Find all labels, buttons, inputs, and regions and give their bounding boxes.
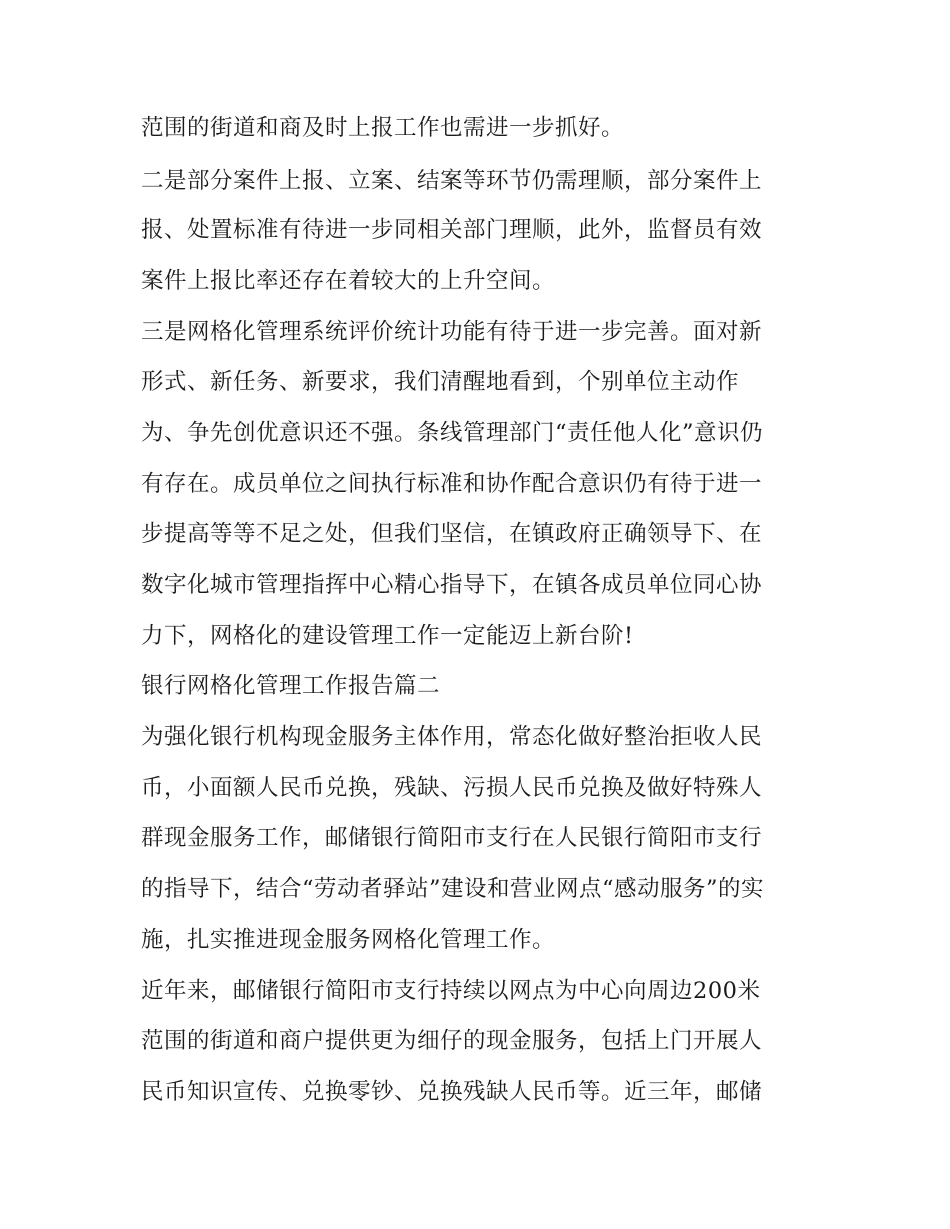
text-line: 范围的街道和商户提供更为细仔的现金服务，包括上门开展人 [141, 1028, 763, 1054]
text-line: 民币知识宣传、兑换零钞、兑换残缺人民币等。近三年，邮储 [141, 1079, 763, 1105]
text-line: 群现金服务工作，邮储银行简阳市支行在人民银行简阳市支行 [141, 825, 763, 851]
section-heading: 银行网格化管理工作报告篇二 [141, 673, 441, 699]
text-line: 为、争先创优意识还不强。条线管理部门“责任他人化”意识仍 [141, 420, 764, 446]
text-line: 币，小面额人民币兑换，残缺、污损人民币兑换及做好特殊人 [141, 775, 763, 801]
text-line: 三是网格化管理系统评价统计功能有待于进一步完善。面对新 [141, 319, 763, 345]
text-line: 范围的街道和商及时上报工作也需进一步抓好。 [141, 115, 625, 141]
text-line: 二是部分案件上报、立案、结案等环节仍需理顺，部分案件上 [141, 168, 763, 194]
text-line: 数字化城市管理指挥中心精心指导下，在镇各成员单位同心协 [141, 572, 763, 598]
text-line: 案件上报比率还存在着较大的上升空间。 [141, 268, 556, 294]
text-line: 步提高等等不足之处，但我们坚信，在镇政府正确领导下、在 [141, 521, 763, 547]
text-line: 为强化银行机构现金服务主体作用，常态化做好整治拒收人民 [141, 724, 763, 750]
text-line: 有存在。成员单位之间执行标准和协作配合意识仍有待于进一 [141, 471, 763, 497]
text-line: 力下，网格化的建设管理工作一定能迈上新台阶! [141, 623, 634, 649]
text-line: 施，扎实推进现金服务网格化管理工作。 [141, 927, 556, 953]
text-line: 的指导下，结合“劳动者驿站”建设和营业网点“感动服务”的实 [141, 876, 765, 902]
text-line: 近年来，邮储银行简阳市支行持续以网点为中心向周边200米 [141, 978, 761, 1004]
text-line: 报、处置标准有待进一步同相关部门理顺，此外，监督员有效 [141, 217, 763, 243]
text-line: 形式、新任务、新要求，我们清醒地看到，个别单位主动作 [141, 369, 740, 395]
